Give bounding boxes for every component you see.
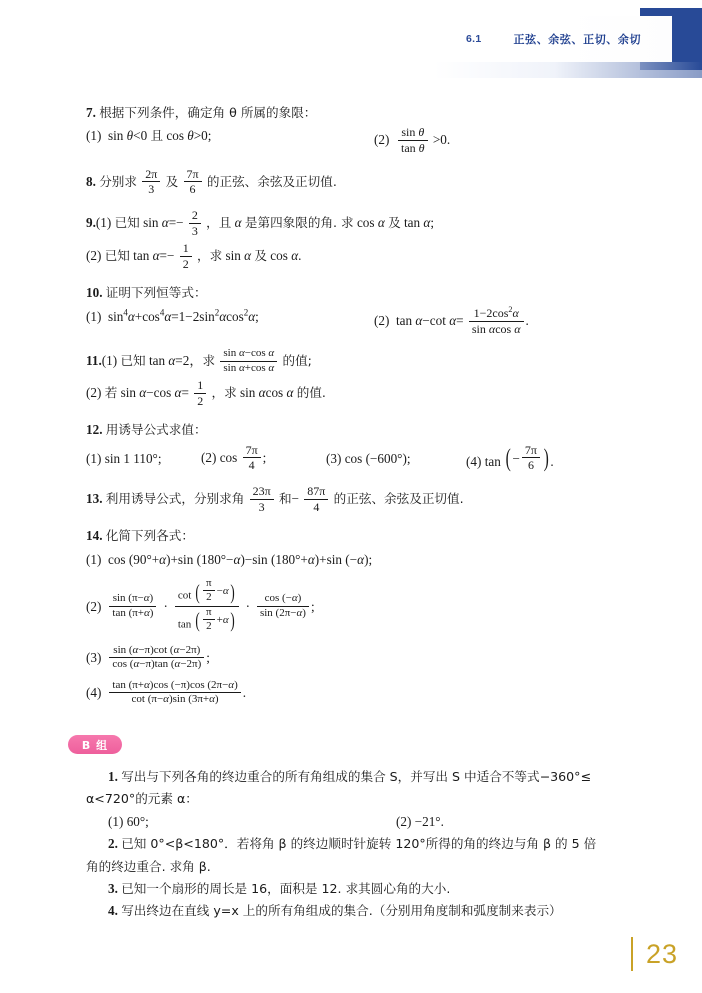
exercise-item-12 [86, 420, 646, 440]
exercise-number: 3. [108, 880, 118, 896]
exercise-number: 8. [86, 173, 96, 189]
exercise-7-part-2: (2) $\frac{\text{sin θ}}{\text{tan θ}}$ >0. [374, 125, 451, 156]
exercise-14-part-4: (4) $\frac{\tan (\pi+\alpha)\cos (-\pi)\cos (2\pi-\alpha)}{\cot (\pi-\alpha)\sin (3\pi+\alpha)}$ . [86, 678, 247, 705]
fraction-pi-over-2a: $\frac{\pi}{2}$ [203, 577, 215, 605]
exercise-number: 9. [86, 215, 96, 231]
exercise-number: 12. [86, 422, 103, 438]
page-header [434, 0, 702, 78]
exercise-item-11: 11.(1) 已知 tan α=2，求 $\frac{\text{sin α−cos α}}{\text{sin α+cos α}}$ 的值; [86, 347, 312, 374]
exercise-item-14 [86, 526, 646, 546]
exercise-item-7 [86, 103, 646, 123]
group-b-badge-label: B 组 [81, 738, 109, 752]
exercise-stem: 根据下列条件，确定角 θ 所属的象限： [99, 105, 317, 120]
exercise-b-4-line1: 写出终边在直线 y=x 上的所有角组成的集合.（分别用角度制和弧度制来表示） [121, 903, 562, 919]
fraction-sin-over-tan: $\frac{\text{sin θ}}{\text{tan θ}}$ [398, 125, 428, 155]
exercise-10-parts [86, 304, 646, 337]
exercise-12-part-1: (1) sin 1 110°; [86, 450, 162, 466]
header-section-title: 正弦、余弦、正切、余切 [513, 33, 642, 46]
fraction-7pi-over-6: $\frac{7\pi}{6}$ [184, 167, 202, 197]
exercise-b-item-1 [86, 766, 646, 787]
exercise-b-item-2 [86, 833, 646, 854]
exercise-12-parts [86, 444, 646, 474]
exercise-number: 1. [108, 769, 118, 784]
exercise-stem: 用诱导公式求值： [105, 422, 207, 438]
exercise-b-1-part-2: (2) −21°. [396, 813, 444, 829]
exercise-number: 10. [86, 285, 103, 301]
fraction-identity-right: $\frac{1-2\cos^2\alpha}{\text{sin αcos α}}$ [469, 306, 524, 336]
fraction-14-3: $\frac{\sin (\alpha-\pi)\cot (\alpha-2\pi)}{\cos (\alpha-\pi)\tan (\alpha-2\pi)}$ [109, 644, 204, 672]
fraction-23pi-over-3: $\frac{23\pi}{3}$ [250, 484, 274, 514]
header-gradient-strip [434, 62, 702, 78]
fraction-7pi-over-6b: $\frac{7\pi}{6}$ [522, 443, 540, 473]
exercise-stem: 化简下列各式： [105, 528, 194, 544]
exercise-b-item-4 [86, 900, 646, 921]
page-number-footer [631, 937, 678, 971]
exercise-number: 11. [86, 353, 102, 369]
fraction-2pi-over-3: $\frac{2\pi}{3}$ [142, 167, 160, 197]
fraction-1-over-2: $\frac{1}{2}$ [180, 241, 192, 271]
group-b-badge [68, 735, 122, 754]
fraction-sin-pi-minus-a-over-tan: $\frac{\sin (\pi-\alpha)}{\tan (\pi+\alpha)}$ [109, 592, 156, 620]
exercise-9-part-2: (2) 已知 tan α=− $\frac{1}{2}$ ，求 sin α 及 cos α. [86, 241, 302, 271]
exercise-item-9: 9.(1) 已知 sin α=− $\frac{2}{3}$ ，且 α 是第四象限的角. 求 cos α 及 tan α; [86, 207, 434, 238]
exercise-14-part-2: (2) $\frac{\sin (\pi-\alpha)}{\tan (\pi+\alpha)}$ · cot ( $\frac{\pi}{2}$ −α ) tan ( $\frac{\pi}{2}$ +α ) · $\frac{\cos (-\alpha)}{\sin (2\pi-\alpha)}$ ; [86, 579, 646, 636]
page-number-rule [631, 937, 633, 971]
exercise-number: 2. [108, 836, 118, 852]
exercise-number: 13. [86, 491, 103, 507]
exercise-10-part-2: (2) tan α−cot α= $\frac{1-2\cos^2\alpha}{\text{sin αcos α}}$ . [374, 304, 529, 336]
page-number: 23 [645, 938, 678, 969]
exercise-b-item-3 [86, 878, 646, 899]
exercise-number: 14. [86, 528, 103, 544]
fraction-2-over-3: $\frac{2}{3}$ [189, 208, 201, 238]
exercise-11-part-2: (2) 若 sin α−cos α= $\frac{1}{2}$ ，求 sin αcos α 的值. [86, 377, 326, 408]
exercise-14-part-1: (1) cos (90°+α)+sin (180°−α)−sin (180°+α)+sin (−α); [86, 551, 373, 567]
exercise-number: 4. [108, 903, 118, 919]
fraction-pi-over-2b: $\frac{\pi}{2}$ [203, 606, 215, 634]
header-section-number: 6.1 [466, 33, 482, 45]
exercise-b-3-line1: 已知一个扇形的周长是 16，面积是 12. 求其圆心角的大小. [121, 880, 451, 896]
exercise-b-1-line1: 写出与下列各角的终边重合的所有角组成的集合 S，并写出 S 中适合不等式−360°≤ [121, 769, 592, 784]
exercise-b-1-part-1: (1) 60°; [108, 813, 149, 829]
exercise-7-parts [86, 126, 646, 156]
exercises-a-list [86, 92, 646, 710]
exercise-14-part-3: (3) $\frac{\sin (\alpha-\pi)\cot (\alpha-2\pi)}{\cos (\alpha-\pi)\tan (\alpha-2\pi)}$ ; [86, 643, 210, 671]
fraction-87pi-over-4: $\frac{87\pi}{4}$ [304, 484, 328, 514]
fraction-sin-minus-cos-over-sin-plus-cos: $\frac{\text{sin α−cos α}}{\text{sin α+cos α}}$ [220, 347, 277, 375]
exercise-stem: 证明下列恒等式： [105, 285, 207, 301]
exercise-number: 7. [86, 105, 96, 120]
exercise-b-2-line2: 角的终边重合. 求角 β. [86, 858, 211, 874]
fraction-7pi-over-4: $\frac{7\pi}{4}$ [243, 443, 261, 473]
fraction-1-over-2b: $\frac{1}{2}$ [194, 378, 206, 408]
exercise-item-10 [86, 283, 646, 303]
exercise-item-13: 13. 利用诱导公式，分别求角 $\frac{23\pi}{3}$ 和− $\frac{87\pi}{4}$ 的正弦、余弦及正切值. [86, 483, 464, 514]
exercise-item-8: 8. 分别求 $\frac{2\pi}{3}$ 及 $\frac{7\pi}{6}$ 的正弦、余弦及正切值. [86, 166, 337, 197]
exercise-b-1-line2: α<720°的元素 α： [86, 791, 198, 807]
exercise-10-part-1: (1) $\sin^4\alpha+\cos^4\alpha=1-2\sin^2\alpha\cos^2\alpha$; [86, 307, 259, 324]
exercise-b-2-line1: 已知 0°<β<180°．若将角 β 的终边顺时针旋转 120°所得的角的终边与角 β 的 5 倍 [121, 836, 597, 852]
exercises-b-list [86, 766, 646, 923]
exercise-b-1-parts [86, 811, 646, 832]
exercise-12-part-3: (3) cos (−600°); [326, 450, 411, 466]
exercise-12-part-4: (4) tan ( − $\frac{7\pi}{6}$ ) . [466, 442, 554, 473]
fraction-14-4: $\frac{\tan (\pi+\alpha)\cos (-\pi)\cos (2\pi-\alpha)}{\cot (\pi-\alpha)\sin (3\pi+\alpha)}$ [109, 679, 240, 707]
exercise-7-part-1: (1) sin θ<0 且 cos θ>0; [86, 128, 212, 144]
exercise-12-part-2: (2) cos $\frac{7\pi}{4}$ ; [201, 442, 267, 473]
fraction-cot-over-tan-half-pi: cot ( $\frac{\pi}{2}$ −α ) tan ( $\frac{\pi}{2}$ +α ) [175, 578, 239, 635]
fraction-cos-minus-a-over-sin-2pi: $\frac{\cos (-\alpha)}{\sin (2\pi-\alpha)}$ [257, 592, 309, 620]
